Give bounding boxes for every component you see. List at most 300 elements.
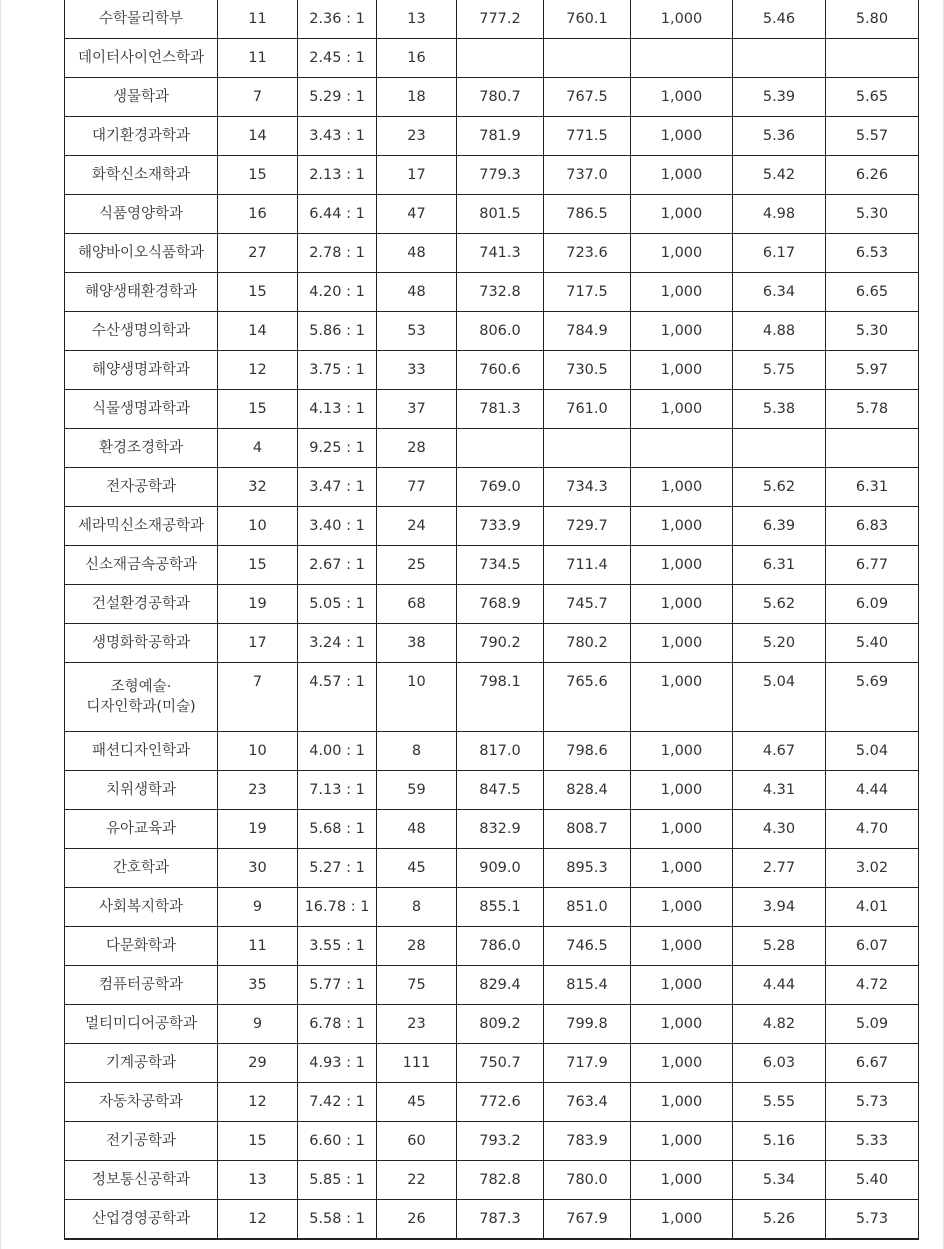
applicant-count-cell: 24 xyxy=(377,507,457,546)
score-full-cell: 1,000 xyxy=(631,1083,733,1122)
table-row xyxy=(65,273,919,312)
table-row xyxy=(65,1044,919,1083)
department-name-cell: 대기환경과학과 xyxy=(65,117,218,156)
score-average-cell: 741.3 xyxy=(457,234,544,273)
grade-cutoff-cell: 5.80 xyxy=(826,0,919,39)
score-average-cell: 809.2 xyxy=(457,1005,544,1044)
score-average-cell: 768.9 xyxy=(457,585,544,624)
score-cutoff-cell: 780.2 xyxy=(544,624,631,663)
table-row xyxy=(65,468,919,507)
competition-rate-cell: 2.13 : 1 xyxy=(298,156,377,195)
department-name-cell: 수산생명의학과 xyxy=(65,312,218,351)
recruit-count-cell: 7 xyxy=(218,663,298,732)
grade-cutoff-cell: 6.09 xyxy=(826,585,919,624)
applicant-count-cell: 38 xyxy=(377,624,457,663)
score-cutoff-cell: 734.3 xyxy=(544,468,631,507)
applicant-count-cell: 16 xyxy=(377,39,457,78)
applicant-count-cell: 45 xyxy=(377,1083,457,1122)
score-average-cell: 829.4 xyxy=(457,966,544,1005)
recruit-count-cell: 35 xyxy=(218,966,298,1005)
applicant-count-cell: 37 xyxy=(377,390,457,429)
grade-average-cell: 5.36 xyxy=(733,117,826,156)
grade-average-cell: 6.34 xyxy=(733,273,826,312)
score-full-cell: 1,000 xyxy=(631,585,733,624)
table-row xyxy=(65,0,919,39)
table-row xyxy=(65,663,919,732)
grade-average-cell: 5.75 xyxy=(733,351,826,390)
grade-cutoff-cell: 5.57 xyxy=(826,117,919,156)
score-full-cell: 1,000 xyxy=(631,966,733,1005)
grade-average-cell: 4.30 xyxy=(733,810,826,849)
recruit-count-cell: 15 xyxy=(218,390,298,429)
competition-rate-cell: 4.13 : 1 xyxy=(298,390,377,429)
competition-rate-cell: 6.60 : 1 xyxy=(298,1122,377,1161)
score-full-cell: 1,000 xyxy=(631,1005,733,1044)
score-full-cell: 1,000 xyxy=(631,732,733,771)
score-average-cell: 750.7 xyxy=(457,1044,544,1083)
recruit-count-cell: 12 xyxy=(218,1200,298,1240)
score-cutoff-cell: 723.6 xyxy=(544,234,631,273)
recruit-count-cell: 17 xyxy=(218,624,298,663)
competition-rate-cell: 9.25 : 1 xyxy=(298,429,377,468)
applicant-count-cell: 48 xyxy=(377,810,457,849)
grade-average-cell: 3.94 xyxy=(733,888,826,927)
grade-cutoff-cell: 5.40 xyxy=(826,1161,919,1200)
recruit-count-cell: 16 xyxy=(218,195,298,234)
grade-cutoff-cell: 3.02 xyxy=(826,849,919,888)
table-row xyxy=(65,1005,919,1044)
score-full-cell: 1,000 xyxy=(631,1161,733,1200)
applicant-count-cell: 60 xyxy=(377,1122,457,1161)
table-row xyxy=(65,312,919,351)
score-full-cell: 1,000 xyxy=(631,1122,733,1161)
department-name-cell: 기계공학과 xyxy=(65,1044,218,1083)
grade-cutoff-cell: 5.73 xyxy=(826,1200,919,1240)
score-average-cell: 790.2 xyxy=(457,624,544,663)
score-average-cell: 798.1 xyxy=(457,663,544,732)
score-cutoff-cell: 780.0 xyxy=(544,1161,631,1200)
applicant-count-cell: 111 xyxy=(377,1044,457,1083)
department-name-cell: 산업경영공학과 xyxy=(65,1200,218,1240)
table-row xyxy=(65,888,919,927)
grade-average-cell: 6.39 xyxy=(733,507,826,546)
score-average-cell: 832.9 xyxy=(457,810,544,849)
competition-rate-cell: 5.68 : 1 xyxy=(298,810,377,849)
score-cutoff-cell: 737.0 xyxy=(544,156,631,195)
table-row xyxy=(65,849,919,888)
department-name-cell: 전자공학과 xyxy=(65,468,218,507)
grade-average-cell: 5.34 xyxy=(733,1161,826,1200)
competition-rate-cell: 5.77 : 1 xyxy=(298,966,377,1005)
applicant-count-cell: 25 xyxy=(377,546,457,585)
grade-average-cell xyxy=(733,39,826,78)
table-row xyxy=(65,810,919,849)
grade-cutoff-cell: 5.97 xyxy=(826,351,919,390)
score-average-cell: 732.8 xyxy=(457,273,544,312)
score-cutoff-cell: 761.0 xyxy=(544,390,631,429)
score-cutoff-cell: 798.6 xyxy=(544,732,631,771)
grade-cutoff-cell: 4.44 xyxy=(826,771,919,810)
recruit-count-cell: 9 xyxy=(218,1005,298,1044)
score-full-cell: 1,000 xyxy=(631,312,733,351)
grade-cutoff-cell: 5.33 xyxy=(826,1122,919,1161)
applicant-count-cell: 68 xyxy=(377,585,457,624)
applicant-count-cell: 10 xyxy=(377,663,457,732)
applicant-count-cell: 48 xyxy=(377,234,457,273)
score-average-cell: 806.0 xyxy=(457,312,544,351)
score-full-cell: 1,000 xyxy=(631,810,733,849)
applicant-count-cell: 22 xyxy=(377,1161,457,1200)
recruit-count-cell: 11 xyxy=(218,0,298,39)
table-row xyxy=(65,39,919,78)
department-name-cell: 해양바이오식품학과 xyxy=(65,234,218,273)
department-name-cell: 건설환경공학과 xyxy=(65,585,218,624)
grade-cutoff-cell: 4.70 xyxy=(826,810,919,849)
applicant-count-cell: 75 xyxy=(377,966,457,1005)
grade-cutoff-cell: 6.83 xyxy=(826,507,919,546)
grade-average-cell: 5.16 xyxy=(733,1122,826,1161)
score-cutoff-cell: 729.7 xyxy=(544,507,631,546)
department-name-cell: 정보통신공학과 xyxy=(65,1161,218,1200)
grade-cutoff-cell xyxy=(826,39,919,78)
grade-cutoff-cell: 6.07 xyxy=(826,927,919,966)
score-cutoff-cell: 717.9 xyxy=(544,1044,631,1083)
grade-average-cell: 5.38 xyxy=(733,390,826,429)
table-row xyxy=(65,156,919,195)
grade-cutoff-cell: 5.30 xyxy=(826,195,919,234)
table-row xyxy=(65,78,919,117)
table-row xyxy=(65,1083,919,1122)
recruit-count-cell: 15 xyxy=(218,1122,298,1161)
score-average-cell: 781.9 xyxy=(457,117,544,156)
score-average-cell: 801.5 xyxy=(457,195,544,234)
score-cutoff-cell: 765.6 xyxy=(544,663,631,732)
score-cutoff-cell: 711.4 xyxy=(544,546,631,585)
competition-rate-cell: 2.67 : 1 xyxy=(298,546,377,585)
score-cutoff-cell: 799.8 xyxy=(544,1005,631,1044)
score-full-cell: 1,000 xyxy=(631,117,733,156)
score-full-cell: 1,000 xyxy=(631,273,733,312)
grade-average-cell: 5.28 xyxy=(733,927,826,966)
table-row xyxy=(65,585,919,624)
score-full-cell: 1,000 xyxy=(631,771,733,810)
grade-average-cell: 5.46 xyxy=(733,0,826,39)
score-cutoff-cell: 760.1 xyxy=(544,0,631,39)
score-cutoff-cell: 828.4 xyxy=(544,771,631,810)
applicant-count-cell: 23 xyxy=(377,1005,457,1044)
score-cutoff-cell: 895.3 xyxy=(544,849,631,888)
department-name-cell: 컴퓨터공학과 xyxy=(65,966,218,1005)
grade-average-cell xyxy=(733,429,826,468)
grade-average-cell: 4.88 xyxy=(733,312,826,351)
applicant-count-cell: 48 xyxy=(377,273,457,312)
grade-average-cell: 5.62 xyxy=(733,585,826,624)
competition-rate-cell: 3.24 : 1 xyxy=(298,624,377,663)
grade-average-cell: 5.62 xyxy=(733,468,826,507)
recruit-count-cell: 10 xyxy=(218,507,298,546)
score-full-cell: 1,000 xyxy=(631,1200,733,1240)
table-row xyxy=(65,732,919,771)
table-row xyxy=(65,390,919,429)
applicant-count-cell: 8 xyxy=(377,888,457,927)
table-body xyxy=(65,0,919,1239)
recruit-count-cell: 4 xyxy=(218,429,298,468)
competition-rate-cell: 3.75 : 1 xyxy=(298,351,377,390)
department-name-cell: 패션디자인학과 xyxy=(65,732,218,771)
recruit-count-cell: 12 xyxy=(218,1083,298,1122)
competition-rate-cell: 6.78 : 1 xyxy=(298,1005,377,1044)
score-average-cell: 909.0 xyxy=(457,849,544,888)
applicant-count-cell: 47 xyxy=(377,195,457,234)
score-full-cell: 1,000 xyxy=(631,351,733,390)
score-full-cell xyxy=(631,429,733,468)
competition-rate-cell: 2.36 : 1 xyxy=(298,0,377,39)
competition-rate-cell: 3.43 : 1 xyxy=(298,117,377,156)
score-average-cell: 777.2 xyxy=(457,0,544,39)
table-row xyxy=(65,1122,919,1161)
grade-cutoff-cell: 4.72 xyxy=(826,966,919,1005)
grade-cutoff-cell: 5.09 xyxy=(826,1005,919,1044)
department-name-cell: 환경조경학과 xyxy=(65,429,218,468)
grade-cutoff-cell: 5.30 xyxy=(826,312,919,351)
recruit-count-cell: 7 xyxy=(218,78,298,117)
score-average-cell xyxy=(457,429,544,468)
score-full-cell: 1,000 xyxy=(631,0,733,39)
score-average-cell: 760.6 xyxy=(457,351,544,390)
recruit-count-cell: 9 xyxy=(218,888,298,927)
score-average-cell: 847.5 xyxy=(457,771,544,810)
department-name-cell: 사회복지학과 xyxy=(65,888,218,927)
table-row xyxy=(65,624,919,663)
grade-cutoff-cell: 5.40 xyxy=(826,624,919,663)
grade-cutoff-cell xyxy=(826,429,919,468)
competition-rate-cell: 4.00 : 1 xyxy=(298,732,377,771)
table-row xyxy=(65,1161,919,1200)
score-cutoff-cell: 745.7 xyxy=(544,585,631,624)
grade-average-cell: 5.04 xyxy=(733,663,826,732)
grade-average-cell: 4.31 xyxy=(733,771,826,810)
grade-average-cell: 5.39 xyxy=(733,78,826,117)
score-average-cell: 733.9 xyxy=(457,507,544,546)
grade-average-cell: 4.67 xyxy=(733,732,826,771)
competition-rate-cell: 6.44 : 1 xyxy=(298,195,377,234)
department-name-cell: 해양생명과학과 xyxy=(65,351,218,390)
recruit-count-cell: 14 xyxy=(218,312,298,351)
competition-rate-cell: 5.86 : 1 xyxy=(298,312,377,351)
competition-rate-cell: 16.78 : 1 xyxy=(298,888,377,927)
recruit-count-cell: 32 xyxy=(218,468,298,507)
grade-average-cell: 5.20 xyxy=(733,624,826,663)
department-name-cell: 해양생태환경학과 xyxy=(65,273,218,312)
applicant-count-cell: 8 xyxy=(377,732,457,771)
score-full-cell: 1,000 xyxy=(631,546,733,585)
applicant-count-cell: 23 xyxy=(377,117,457,156)
grade-cutoff-cell: 4.01 xyxy=(826,888,919,927)
score-average-cell: 787.3 xyxy=(457,1200,544,1240)
score-cutoff-cell: 808.7 xyxy=(544,810,631,849)
competition-rate-cell: 3.47 : 1 xyxy=(298,468,377,507)
department-name-cell: 식품영양학과 xyxy=(65,195,218,234)
recruit-count-cell: 14 xyxy=(218,117,298,156)
score-cutoff-cell: 771.5 xyxy=(544,117,631,156)
score-cutoff-cell: 767.5 xyxy=(544,78,631,117)
grade-average-cell: 6.03 xyxy=(733,1044,826,1083)
applicant-count-cell: 13 xyxy=(377,0,457,39)
grade-average-cell: 5.26 xyxy=(733,1200,826,1240)
department-name-cell: 화학신소재학과 xyxy=(65,156,218,195)
grade-average-cell: 6.31 xyxy=(733,546,826,585)
score-full-cell: 1,000 xyxy=(631,507,733,546)
applicant-count-cell: 26 xyxy=(377,1200,457,1240)
score-full-cell: 1,000 xyxy=(631,468,733,507)
department-name-cell: 식물생명과학과 xyxy=(65,390,218,429)
recruit-count-cell: 13 xyxy=(218,1161,298,1200)
applicant-count-cell: 28 xyxy=(377,927,457,966)
recruit-count-cell: 10 xyxy=(218,732,298,771)
applicant-count-cell: 59 xyxy=(377,771,457,810)
applicant-count-cell: 18 xyxy=(377,78,457,117)
score-full-cell: 1,000 xyxy=(631,195,733,234)
grade-cutoff-cell: 5.78 xyxy=(826,390,919,429)
score-average-cell: 734.5 xyxy=(457,546,544,585)
recruit-count-cell: 27 xyxy=(218,234,298,273)
applicant-count-cell: 28 xyxy=(377,429,457,468)
department-name-cell: 멀티미디어공학과 xyxy=(65,1005,218,1044)
score-cutoff-cell: 730.5 xyxy=(544,351,631,390)
grade-cutoff-cell: 6.53 xyxy=(826,234,919,273)
competition-rate-cell: 4.57 : 1 xyxy=(298,663,377,732)
table-row xyxy=(65,966,919,1005)
table-row xyxy=(65,195,919,234)
grade-average-cell: 4.82 xyxy=(733,1005,826,1044)
grade-average-cell: 4.98 xyxy=(733,195,826,234)
competition-rate-cell: 7.42 : 1 xyxy=(298,1083,377,1122)
department-name-cell: 데이터사이언스학과 xyxy=(65,39,218,78)
grade-cutoff-cell: 5.65 xyxy=(826,78,919,117)
score-full-cell: 1,000 xyxy=(631,927,733,966)
grade-cutoff-cell: 6.67 xyxy=(826,1044,919,1083)
department-name-cell: 자동차공학과 xyxy=(65,1083,218,1122)
competition-rate-cell: 5.29 : 1 xyxy=(298,78,377,117)
competition-rate-cell: 5.05 : 1 xyxy=(298,585,377,624)
score-average-cell: 782.8 xyxy=(457,1161,544,1200)
grade-cutoff-cell: 6.65 xyxy=(826,273,919,312)
score-average-cell: 786.0 xyxy=(457,927,544,966)
table-row xyxy=(65,234,919,273)
recruit-count-cell: 19 xyxy=(218,585,298,624)
score-cutoff-cell: 784.9 xyxy=(544,312,631,351)
grade-average-cell: 5.55 xyxy=(733,1083,826,1122)
score-full-cell: 1,000 xyxy=(631,888,733,927)
score-average-cell: 780.7 xyxy=(457,78,544,117)
department-name-cell: 생물학과 xyxy=(65,78,218,117)
table-row xyxy=(65,117,919,156)
admission-results-table xyxy=(64,0,919,1240)
score-cutoff-cell xyxy=(544,39,631,78)
score-full-cell: 1,000 xyxy=(631,390,733,429)
competition-rate-cell: 3.40 : 1 xyxy=(298,507,377,546)
department-name-cell: 수학물리학부 xyxy=(65,0,218,39)
department-name-cell: 간호학과 xyxy=(65,849,218,888)
grade-cutoff-cell: 5.73 xyxy=(826,1083,919,1122)
recruit-count-cell: 11 xyxy=(218,927,298,966)
grade-cutoff-cell: 6.26 xyxy=(826,156,919,195)
recruit-count-cell: 29 xyxy=(218,1044,298,1083)
score-cutoff-cell: 763.4 xyxy=(544,1083,631,1122)
department-name-cell: 세라믹신소재공학과 xyxy=(65,507,218,546)
score-cutoff-cell: 815.4 xyxy=(544,966,631,1005)
grade-cutoff-cell: 5.04 xyxy=(826,732,919,771)
score-cutoff-cell: 786.5 xyxy=(544,195,631,234)
score-cutoff-cell: 767.9 xyxy=(544,1200,631,1240)
score-average-cell: 793.2 xyxy=(457,1122,544,1161)
grade-average-cell: 2.77 xyxy=(733,849,826,888)
recruit-count-cell: 15 xyxy=(218,546,298,585)
recruit-count-cell: 15 xyxy=(218,156,298,195)
score-average-cell: 855.1 xyxy=(457,888,544,927)
recruit-count-cell: 30 xyxy=(218,849,298,888)
department-name-cell: 치위생학과 xyxy=(65,771,218,810)
competition-rate-cell: 5.27 : 1 xyxy=(298,849,377,888)
department-name-cell: 생명화학공학과 xyxy=(65,624,218,663)
grade-average-cell: 5.42 xyxy=(733,156,826,195)
score-average-cell xyxy=(457,39,544,78)
department-name-cell: 다문화학과 xyxy=(65,927,218,966)
score-full-cell xyxy=(631,39,733,78)
table-row xyxy=(65,771,919,810)
score-full-cell: 1,000 xyxy=(631,156,733,195)
department-name-cell: 유아교육과 xyxy=(65,810,218,849)
recruit-count-cell: 11 xyxy=(218,39,298,78)
score-average-cell: 781.3 xyxy=(457,390,544,429)
competition-rate-cell: 2.45 : 1 xyxy=(298,39,377,78)
score-full-cell: 1,000 xyxy=(631,663,733,732)
score-full-cell: 1,000 xyxy=(631,1044,733,1083)
recruit-count-cell: 15 xyxy=(218,273,298,312)
competition-rate-cell: 7.13 : 1 xyxy=(298,771,377,810)
table-row xyxy=(65,429,919,468)
recruit-count-cell: 19 xyxy=(218,810,298,849)
applicant-count-cell: 45 xyxy=(377,849,457,888)
table-row xyxy=(65,546,919,585)
score-average-cell: 769.0 xyxy=(457,468,544,507)
competition-rate-cell: 5.58 : 1 xyxy=(298,1200,377,1240)
applicant-count-cell: 77 xyxy=(377,468,457,507)
table-row xyxy=(65,1200,919,1240)
competition-rate-cell: 4.20 : 1 xyxy=(298,273,377,312)
score-full-cell: 1,000 xyxy=(631,624,733,663)
score-full-cell: 1,000 xyxy=(631,78,733,117)
applicant-count-cell: 53 xyxy=(377,312,457,351)
score-cutoff-cell: 851.0 xyxy=(544,888,631,927)
recruit-count-cell: 12 xyxy=(218,351,298,390)
competition-rate-cell: 2.78 : 1 xyxy=(298,234,377,273)
score-average-cell: 779.3 xyxy=(457,156,544,195)
grade-cutoff-cell: 6.77 xyxy=(826,546,919,585)
applicant-count-cell: 17 xyxy=(377,156,457,195)
grade-average-cell: 6.17 xyxy=(733,234,826,273)
table-row xyxy=(65,351,919,390)
competition-rate-cell: 4.93 : 1 xyxy=(298,1044,377,1083)
department-name-cell: 신소재금속공학과 xyxy=(65,546,218,585)
recruit-count-cell: 23 xyxy=(218,771,298,810)
department-name-cell: 조형예술· 디자인학과(미술) xyxy=(65,663,218,732)
applicant-count-cell: 33 xyxy=(377,351,457,390)
department-name-cell: 전기공학과 xyxy=(65,1122,218,1161)
score-full-cell: 1,000 xyxy=(631,234,733,273)
competition-rate-cell: 5.85 : 1 xyxy=(298,1161,377,1200)
score-average-cell: 817.0 xyxy=(457,732,544,771)
